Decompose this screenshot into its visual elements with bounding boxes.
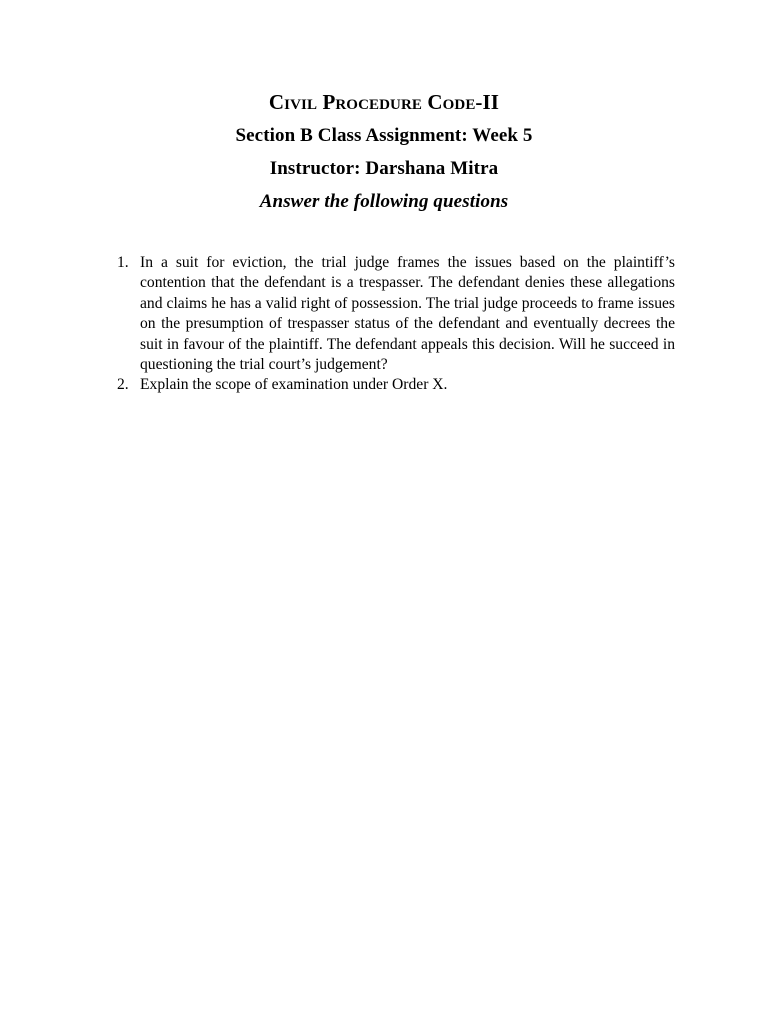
question-text: Explain the scope of examination under Order X. (140, 376, 448, 394)
instructor-name: Instructor: Darshana Mitra (269, 158, 499, 179)
document-header (0, 86, 768, 218)
question-item (109, 375, 675, 395)
question-list (109, 253, 675, 396)
assignment-title: Section B Class Assignment: Week 5 (235, 125, 533, 146)
question-item (109, 253, 675, 375)
question-number: 2. (117, 376, 129, 394)
course-title: Civil Procedure Code-II (268, 90, 500, 114)
question-number: 1. (117, 254, 129, 271)
question-text: In a suit for eviction, the trial judge frames the issues based on the plaintiff’s contention that the defendant is a trespasser. The defendant denies these allegations and claims he has a valid right of possession. The trial judge proceeds to frame issues on the presumption of trespasser status of the defendant and eventually decrees the suit in favour of the plaintiff. The defendant appeals this decision. Will he succeed in questioning the trial court’s judgement? (140, 254, 675, 374)
instruction-heading: Answer the following questions (259, 191, 509, 212)
